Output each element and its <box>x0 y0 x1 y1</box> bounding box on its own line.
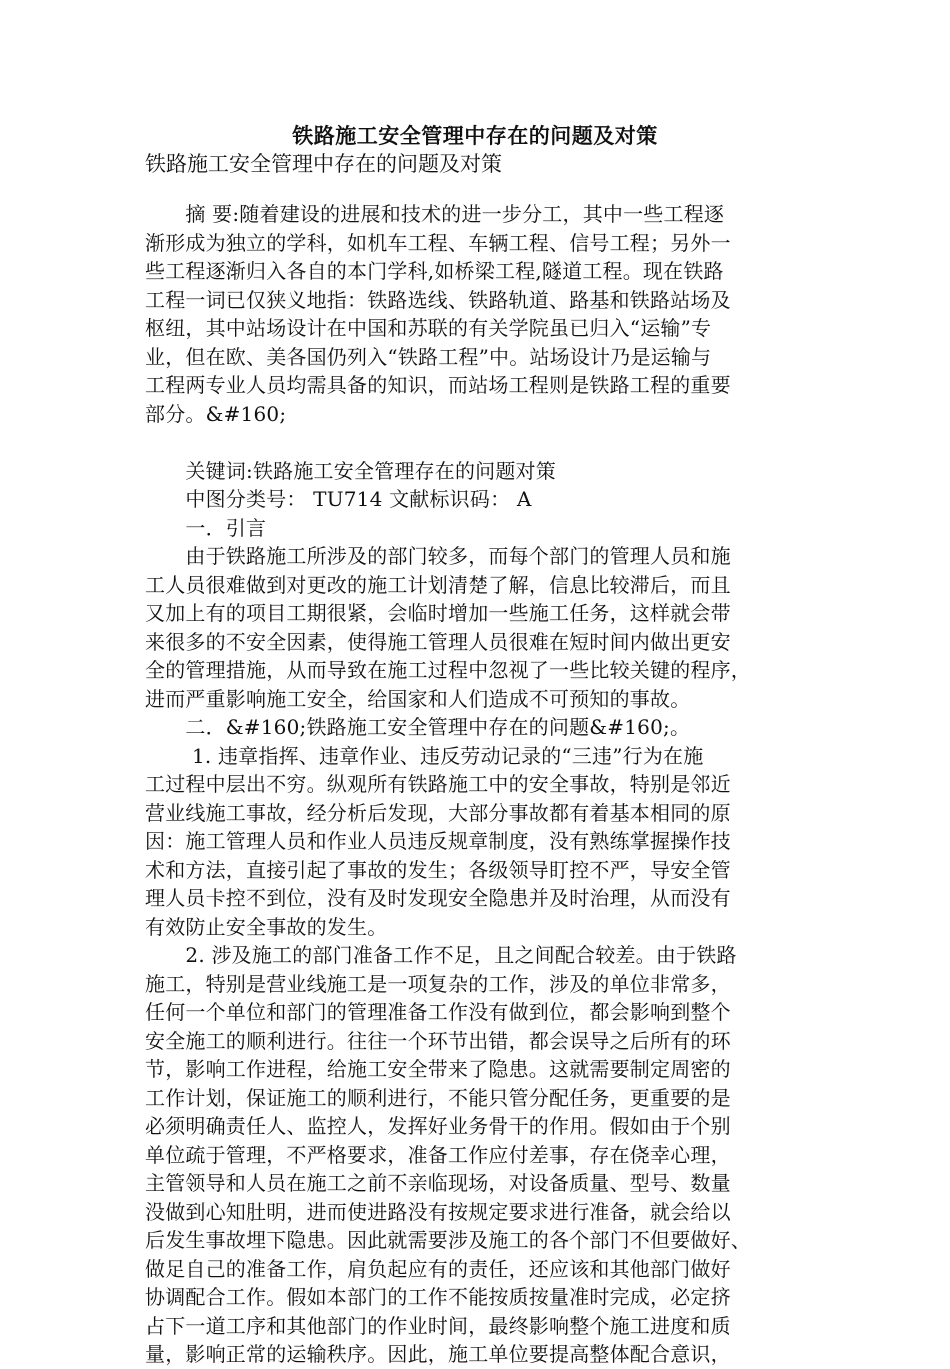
body-line: 任何一个单位和部门的管理准备工作没有做到位，都会影响到整个 <box>145 1000 731 1024</box>
document-body <box>145 200 815 1369</box>
body-line: 一．引言 <box>145 515 267 540</box>
body-line: 节，影响工作进程，给施工安全带来了隐患。这就需要制定周密的 <box>145 1057 731 1081</box>
body-line: 进而严重影响施工安全，给国家和人们造成不可预知的事故。 <box>145 686 691 711</box>
body-line: 些工程逐渐归入各自的本门学科,如桥梁工程,隧道工程。现在铁路 <box>145 259 724 283</box>
body-line: 协调配合工作。假如本部门的工作不能按质按量准时完成，必定挤 <box>145 1285 731 1309</box>
body-line: 营业线施工事故，经分析后发现，大部分事故都有着基本相同的原 <box>145 800 731 825</box>
body-line: 有效防止安全事故的发生。 <box>145 914 388 939</box>
body-line: 工程两专业人员均需具备的知识，而站场工程则是铁路工程的重要 <box>145 373 731 397</box>
body-line: 术和方法，直接引起了事故的发生；各级领导盯控不严，导安全管 <box>145 857 731 882</box>
body-line: 占下一道工序和其他部门的作业时间，最终影响整个施工进度和质 <box>145 1313 731 1338</box>
body-line: 施工，特别是营业线施工是一项复杂的工作，涉及的单位非常多， <box>145 971 731 996</box>
body-line: 单位疏于管理，不严格要求，准备工作应付差事，存在侥幸心理， <box>145 1142 731 1167</box>
blank-line <box>145 428 815 457</box>
body-line: 全的管理措施，从而导致在施工过程中忽视了一些比较关键的程序， <box>145 658 751 682</box>
body-line: 来很多的不安全因素，使得施工管理人员很难在短时间内做出更安 <box>145 629 731 654</box>
body-line: 安全施工的顺利进行。往往一个环节出错，都会误导之后所有的环 <box>145 1028 731 1053</box>
body-line: 工作计划，保证施工的顺利进行，不能只管分配任务，更重要的是 <box>145 1085 731 1110</box>
body-line: 量，影响正常的运输秩序。因此，施工单位要提高整体配合意识， <box>145 1342 731 1366</box>
body-line: 又加上有的项目工期很紧，会临时增加一些施工任务，这样就会带 <box>145 601 731 625</box>
body-line: 后发生事故埋下隐患。因此就需要涉及施工的各个部门不但要做好、 <box>145 1228 751 1252</box>
body-line: 没做到心知肚明，进而使进路没有按规定要求进行准备，就会给以 <box>145 1199 731 1224</box>
body-line: 业，但在欧、美各国仍列入“铁路工程”中。站场设计乃是运输与 <box>145 344 712 369</box>
body-line: 必须明确责任人、监控人，发挥好业务骨干的作用。假如由于个别 <box>145 1114 731 1138</box>
body-line: 工人员很难做到对更改的施工计划清楚了解，信息比较滞后，而且 <box>145 572 731 597</box>
body-line: 二．&#160;铁路施工安全管理中存在的问题&#160;。 <box>145 715 691 739</box>
body-line: 主管领导和人员在施工之前不亲临现场，对设备质量、型号、数量 <box>145 1171 731 1195</box>
body-line: 由于铁路施工所涉及的部门较多，而每个部门的管理人员和施 <box>145 544 731 568</box>
body-line: 工程一词已仅狭义地指：铁路选线、铁路轨道、路基和铁路站场及 <box>145 287 731 312</box>
body-line: 工过程中层出不穷。纵观所有铁路施工中的安全事故，特别是邻近 <box>145 772 731 796</box>
body-line: 2. 涉及施工的部门准备工作不足，且之间配合较差。由于铁路 <box>145 943 737 967</box>
document-subtitle: 铁路施工安全管理中存在的问题及对策 <box>145 152 502 176</box>
body-line: 1. 违章指挥、违章作业、违反劳动记录的“三违”行为在施 <box>145 743 704 768</box>
document-title: 铁路施工安全管理中存在的问题及对策 <box>292 123 658 148</box>
body-line: 理人员卡控不到位，没有及时发现安全隐患并及时治理，从而没有 <box>145 886 731 910</box>
body-line: 因：施工管理人员和作业人员违反规章制度，没有熟练掌握操作技 <box>145 829 731 853</box>
body-line: 中图分类号： TU714 文献标识码： A <box>145 487 532 511</box>
body-line: 做足自己的准备工作，肩负起应有的责任，还应该和其他部门做好 <box>145 1256 731 1281</box>
body-line: 枢纽，其中站场设计在中国和苏联的有关学院虽已归入“运输”专 <box>145 316 712 340</box>
body-line: 关键词:铁路施工安全管理存在的问题对策 <box>145 458 556 483</box>
body-line: 渐形成为独立的学科，如机车工程、车辆工程、信号工程；另外一 <box>145 230 731 255</box>
body-line: 摘 要:随着建设的进展和技术的进一步分工，其中一些工程逐 <box>145 202 725 226</box>
body-line: 部分。&#160; <box>145 401 287 426</box>
